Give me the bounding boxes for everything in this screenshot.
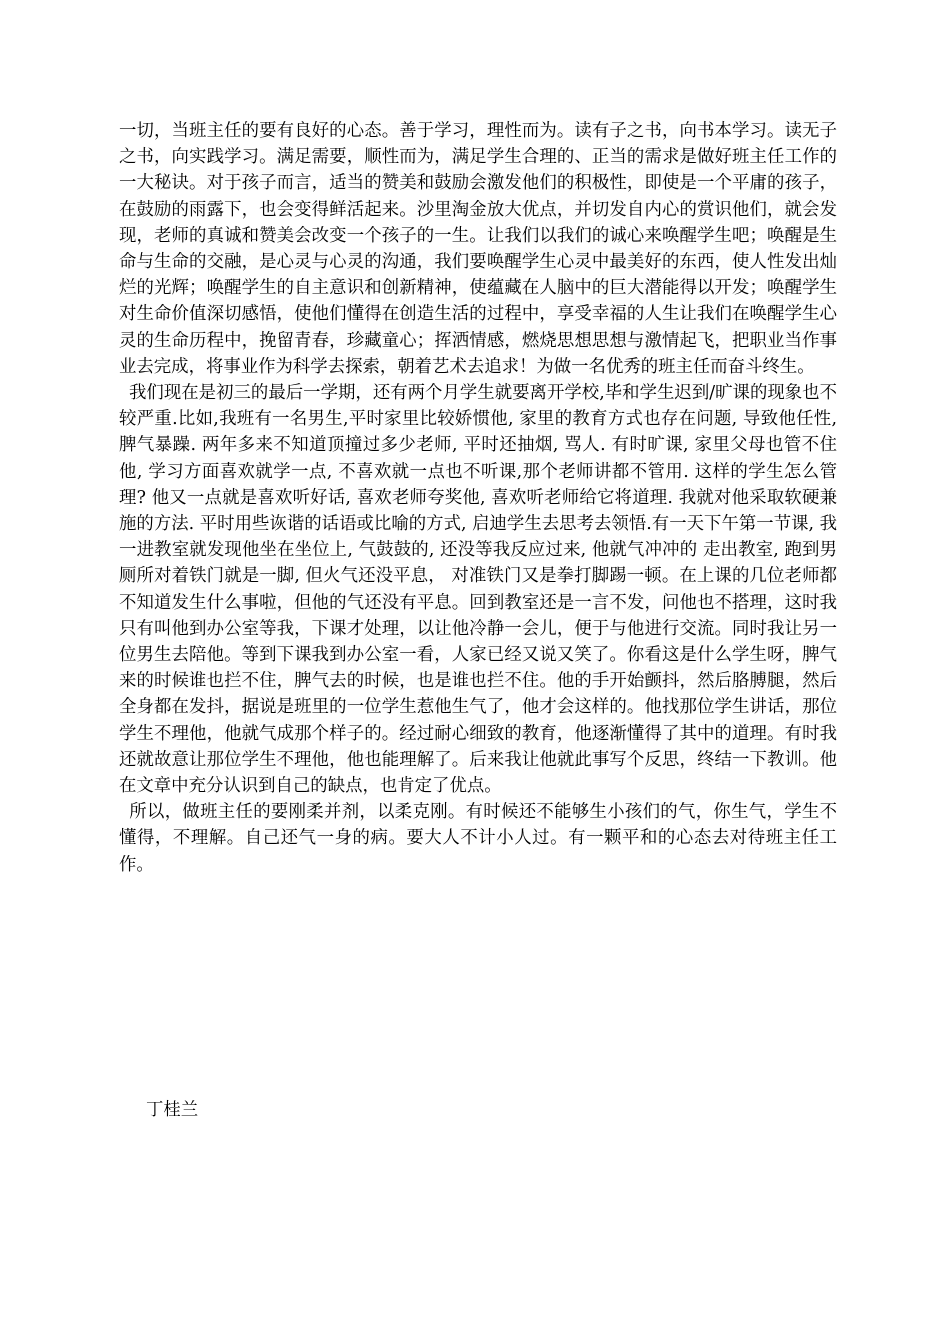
- paragraph-3-text: 所以，做班主任的要刚柔并剂，以柔克刚。有时候还不能够生小孩们的气，你生气，学生不懂得，不理解。自己还气一身的病。要大人不计小人过。有一颗平和的心态去对待班主任工作。: [119, 802, 837, 875]
- paragraph-3: [119, 799, 837, 878]
- document-body: [119, 118, 837, 878]
- paragraph-2: [119, 380, 837, 799]
- author-signature: 丁桂兰: [146, 1100, 199, 1120]
- paragraph-1: 一切，当班主任的要有良好的心态。善于学习，理性而为。读有子之书，向书本学习。读无子之书，向实践学习。满足需要，顺性而为，满足学生合理的、正当的需求是做好班主任工作的一大秘诀。对于孩子而言，适当的赞美和鼓励会激发他们的积极性，即使是一个平庸的孩子，在鼓励的雨露下，也会变得鲜活起来。沙里淘金放大优点，并切发自内心的赏识他们，就会发现，老师的真诚和赞美会改变一个孩子的一生。让我们以我们的诚心来唤醒学生吧；唤醒是生命与生命的交融，是心灵与心灵的沟通，我们要唤醒学生心灵中最美好的东西，使人性发出灿烂的光辉；唤醒学生的自主意识和创新精神，使蕴藏在人脑中的巨大潜能得以开发；唤醒学生对生命价值深切感悟，使他们懂得在创造生活的过程中，享受幸福的人生让我们在唤醒学生心灵的生命历程中，挽留青春，珍藏童心；挥洒情感，燃烧思想思想与激情起飞，把职业当作事业去完成，将事业作为科学去探索，朝着艺术去追求！为做一名优秀的班主任而奋斗终生。: [119, 121, 837, 377]
- paragraph-2-text: 我们现在是初三的最后一学期，还有两个月学生就要离开学校,毕和学生迟到/旷课的现象也不较严重.比如,我班有一名男生,平时家里比较娇惯他, 家里的教育方式也存在问题, 导致他任性, 脾气暴躁. 两年多来不知道顶撞过多少老师, 平时还抽烟, 骂人. 有时旷课, 家里父母也管不住他, 学习方面喜欢就学一点, 不喜欢就一点也不听课,那个老师讲都不管用. 这样的学生怎么管理? 他又一点就是喜欢听好话, 喜欢老师夸奖他, 喜欢听老师给它将道理. 我就对他采取软硬兼施的方法. 平时用些诙谐的话语或比喻的方式, 启迪学生去思考去领悟.有一天下午第一节课, 我一进教室就发现他坐在坐位上, 气鼓鼓的, 还没等我反应过来, 他就气冲冲的 走出教室, 跑到男厕所对着铁门就是一脚, 但火气还没平息， 对准铁门又是拳打脚踢一顿。在上课的几位老师都不知道发生什么事啦，但他的气还没有平息。回到教室还是一言不发，问他也不搭理，这时我只有叫他到办公室等我，下课才处理，以让他冷静一会儿，便于与他进行交流。同时我让另一位男生去陪他。等到下课我到办公室一看，人家已经又说又笑了。你看这是什么学生呀，脾气来的时候谁也拦不住，脾气去的时候，也是谁也拦不住。他的手开始颤抖，然后胳膊腿，然后全身都在发抖，据说是班里的一位学生惹他生气了，他才会这样的。他找那位学生讲话，那位学生不理他，他就气成那个样子的。经过耐心细致的教育，他逐渐懂得了其中的道理。有时我还就故意让那位学生不理他，他也能理解了。后来我让他就此事写个反思，终结一下教训。他在文章中充分认识到自己的缺点，也肯定了优点。: [119, 383, 837, 797]
